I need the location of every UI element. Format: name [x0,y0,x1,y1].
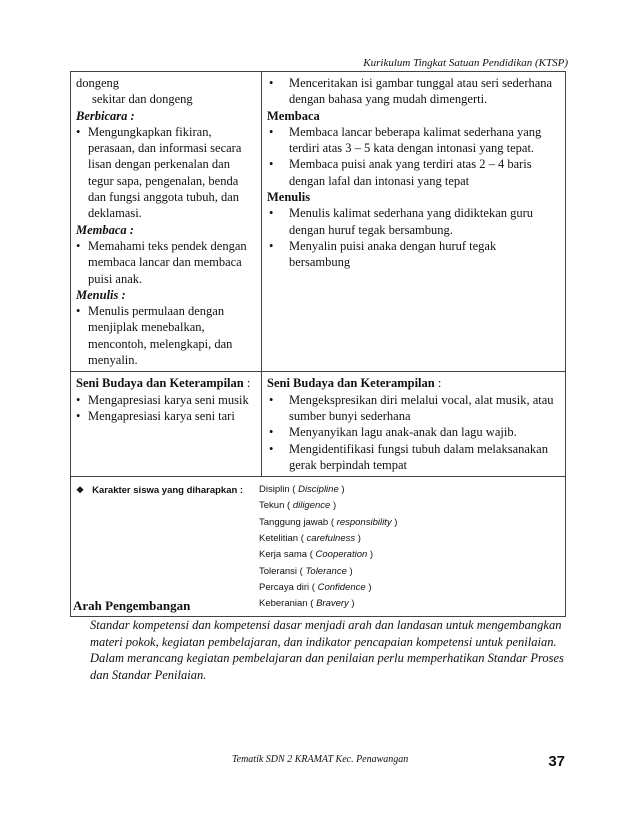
section-title-menulis: Menulis [267,190,311,205]
karakter-item-en: Bravery [316,598,349,610]
section-title-berbicara: Berbicara : [76,108,135,123]
list-item: • Mengekspresikan diri melalui vocal, alat musik, atau sumber bunyi sederhana [267,392,560,425]
section-title-sbk [267,375,560,391]
karakter-item-id: Disiplin [259,484,290,496]
section-heading-arah: Arah Pengembangan [73,598,191,613]
bullet-list [267,205,560,270]
karakter-item-en: Cooperation [315,549,368,561]
section-title-sbk [76,375,256,391]
bullet-list [76,303,256,368]
karakter-item-id: Ketelitian [259,533,299,545]
karakter-item-en: Confidence [317,581,366,593]
section-title-colon: : [434,376,442,391]
karakter-item-en: diligence [292,500,331,512]
table-row [71,477,566,616]
karakter-item-en: Discipline [298,484,339,496]
karakter-item: Kerja sama ( Cooperation ) [259,549,374,561]
karakter-label-text: Karakter siswa yang diharapkan : [92,485,244,497]
page-footer: Tematik SDN 2 KRAMAT Kec. Penawangan [232,754,409,765]
list-item: • Membaca lancar beberapa kalimat sederhana yang terdiri atas 3 – 5 kata dengan intonasi yang tepat. [267,124,560,157]
karakter-item-id: Percaya diri [259,581,310,593]
right-cell-sbk [262,372,566,477]
bullet-list [76,392,256,425]
left-cell-sbk [71,372,262,477]
list-item: • Membaca puisi anak yang terdiri atas 2 – 4 baris dengan lafal dan intonasi yang tepat [267,156,560,189]
karakter-item-id: Tanggung jawab [259,516,329,528]
karakter-item-id: Keberanian [259,598,308,610]
left-text-line: dongeng [76,76,120,90]
karakter-item: Tanggung jawab ( responsibility ) [259,516,398,528]
karakter-item-id: Toleransi [259,565,298,577]
arah-paragraph: Standar kompetensi dan kompetensi dasar menjadi arah dan landasan untuk mengembangkan materi pokok, kegiatan pembelajaran, dan indikator pencapaian kompetensi untuk penilaian. Dalam merancang kegiatan pembelajaran dan penilaian perlu memperhatikan Standar Proses dan Standar Penilaian. [90,618,564,682]
karakter-item-en: Tolerance [305,565,347,577]
karakter-cell [71,477,566,616]
section-title-menulis: Menulis : [76,287,126,302]
list-item: • Mengapresiasi karya seni tari [76,408,256,424]
list-item: • Menulis kalimat sederhana yang didiktekan guru dengan huruf tegak bersambung. [267,205,560,238]
karakter-item-en: responsibility [336,516,392,528]
list-item: • Menceritakan isi gambar tunggal atau seri sederhana dengan bahasa yang mudah dimengerti. [267,75,560,108]
diamond-bullet-icon: ❖ [76,485,85,496]
list-item: • Mengidentifikasi fungsi tubuh dalam melaksanakan gerak berpindah tempat [267,441,560,474]
karakter-item-en: carefulness [306,533,356,545]
karakter-item: Toleransi ( Tolerance ) [259,565,353,577]
right-cell-bahasa [262,72,566,372]
karakter-item-id: Kerja sama [259,549,308,561]
section-title-membaca: Membaca [267,108,320,123]
bullet-list [267,124,560,189]
section-title-text: Seni Budaya dan Keterampilan [267,376,435,391]
karakter-item: Disiplin ( Discipline ) [259,484,345,496]
karakter-item-id: Tekun [259,500,285,512]
bullet-list [76,238,256,287]
list-item: • Mengapresiasi karya seni musik [76,392,256,408]
karakter-item: Ketelitian ( carefulness ) [259,533,361,545]
karakter-item: Tekun ( diligence ) [259,500,337,512]
karakter-item: Percaya diri ( Confidence ) [259,581,372,593]
curriculum-table [70,71,566,617]
bullet-list [76,124,256,222]
karakter-list [259,482,560,612]
page-number: 37 [548,753,565,770]
bullet-list [267,75,560,108]
karakter-label [76,482,259,612]
section-title-text: Seni Budaya dan Keterampilan [76,376,244,391]
left-cell-bahasa [71,72,262,372]
karakter-item: Keberanian ( Bravery ) [259,598,355,610]
list-item: • Mengungkapkan fikiran, perasaan, dan informasi secara lisan dengan perkenalan dan tegur sapa, pengenalan, benda dan fungsi anggota tubuh, dan deklamasi. [76,124,256,222]
left-text-line: sekitar dan dongeng [92,92,193,107]
running-header: Kurikulum Tingkat Satuan Pendidikan (KTSP) [363,57,568,69]
table-row [71,372,566,477]
list-item: • Menulis permulaan dengan menjiplak menebalkan, mencontoh, melengkapi, dan menyalin. [76,303,256,368]
table-row [71,72,566,372]
section-title-colon: : [243,376,251,391]
bullet-list [267,392,560,473]
list-item: • Menyalin puisi anaka dengan huruf tegak bersambung [267,238,560,271]
list-item: • Memahami teks pendek dengan membaca lancar dan membaca puisi anak. [76,238,256,287]
section-title-membaca: Membaca : [76,222,134,237]
list-item: • Menyanyikan lagu anak-anak dan lagu wajib. [267,424,560,440]
